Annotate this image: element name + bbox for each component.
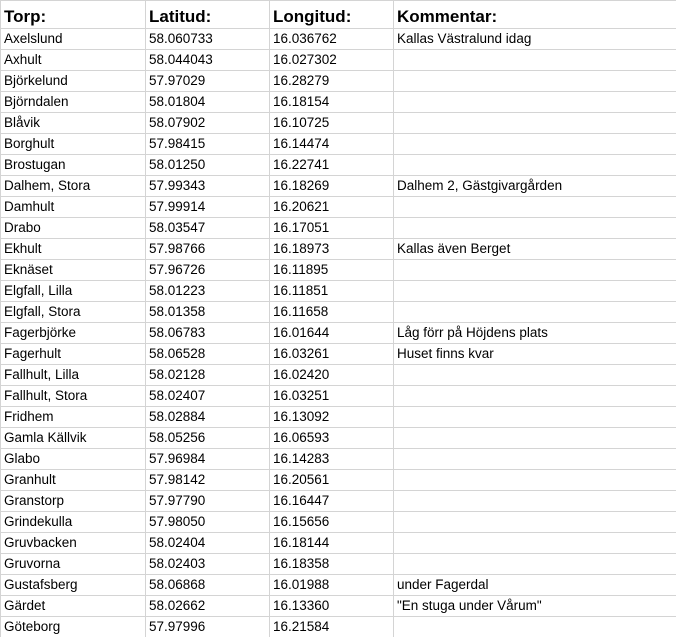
table-row [1,92,676,113]
table-row [1,155,676,176]
cell-longitud[interactable]: 16.18973 [270,239,394,260]
cell-torp[interactable]: Elgfall, Stora [1,302,146,323]
cell-latitud[interactable]: 58.02884 [146,407,270,428]
cell-latitud[interactable]: 58.03547 [146,218,270,239]
table-row [1,50,676,71]
cell-longitud[interactable]: 16.20561 [270,470,394,491]
cell-torp[interactable]: Fagerbjörke [1,323,146,344]
cell-latitud[interactable]: 57.97790 [146,491,270,512]
cell-latitud[interactable]: 57.97996 [146,617,270,637]
cell-kommentar[interactable] [394,281,676,302]
table-row [1,197,676,218]
cell-kommentar[interactable] [394,113,676,134]
cell-longitud[interactable]: 16.17051 [270,218,394,239]
cell-kommentar[interactable]: Dalhem 2, Gästgivargården [394,176,676,197]
cell-longitud[interactable]: 16.18144 [270,533,394,554]
cell-torp[interactable]: Gruvorna [1,554,146,575]
cell-kommentar[interactable] [394,617,676,637]
cell-latitud[interactable]: 57.97029 [146,71,270,92]
cell-latitud[interactable]: 58.01804 [146,92,270,113]
cell-latitud[interactable]: 58.06868 [146,575,270,596]
cell-kommentar[interactable] [394,50,676,71]
cell-longitud[interactable]: 16.03251 [270,386,394,407]
cell-kommentar[interactable]: "En stuga under Vårum" [394,596,676,617]
cell-kommentar[interactable] [394,407,676,428]
table-row [1,29,676,50]
cell-longitud[interactable]: 16.22741 [270,155,394,176]
cell-longitud[interactable]: 16.13092 [270,407,394,428]
cell-torp[interactable]: Eknäset [1,260,146,281]
table-row [1,491,676,512]
cell-torp[interactable]: Brostugan [1,155,146,176]
cell-latitud[interactable]: 58.06528 [146,344,270,365]
cell-longitud[interactable]: 16.20621 [270,197,394,218]
cell-torp[interactable]: Gärdet [1,596,146,617]
table-row [1,344,676,365]
cell-latitud[interactable]: 58.02128 [146,365,270,386]
cell-kommentar[interactable] [394,470,676,491]
cell-longitud[interactable]: 16.13360 [270,596,394,617]
cell-latitud[interactable]: 58.02407 [146,386,270,407]
cell-torp[interactable]: Fagerhult [1,344,146,365]
table-body [1,29,676,637]
cell-longitud[interactable]: 16.02420 [270,365,394,386]
cell-kommentar[interactable]: Huset finns kvar [394,344,676,365]
cell-longitud[interactable]: 16.21584 [270,617,394,637]
cell-latitud[interactable]: 58.01223 [146,281,270,302]
cell-kommentar[interactable]: Låg förr på Höjdens plats [394,323,676,344]
cell-latitud[interactable]: 57.96726 [146,260,270,281]
cell-kommentar[interactable]: under Fagerdal [394,575,676,596]
cell-latitud[interactable]: 58.07902 [146,113,270,134]
cell-longitud[interactable]: 16.03261 [270,344,394,365]
cell-torp[interactable]: Borghult [1,134,146,155]
cell-kommentar[interactable] [394,92,676,113]
cell-latitud[interactable]: 58.06783 [146,323,270,344]
table-row [1,176,676,197]
cell-longitud[interactable]: 16.11895 [270,260,394,281]
cell-torp[interactable]: Fallhult, Stora [1,386,146,407]
table-row [1,302,676,323]
cell-latitud[interactable]: 57.99343 [146,176,270,197]
cell-kommentar[interactable] [394,512,676,533]
cell-torp[interactable]: Granhult [1,470,146,491]
cell-longitud[interactable]: 16.18269 [270,176,394,197]
cell-latitud[interactable]: 57.99914 [146,197,270,218]
cell-torp[interactable]: Ekhult [1,239,146,260]
cell-longitud[interactable]: 16.28279 [270,71,394,92]
cell-kommentar[interactable] [394,428,676,449]
cell-latitud[interactable]: 57.96984 [146,449,270,470]
table-row [1,260,676,281]
cell-torp[interactable]: Björndalen [1,92,146,113]
cell-kommentar[interactable] [394,260,676,281]
cell-kommentar[interactable] [394,155,676,176]
cell-torp[interactable]: Göteborg [1,617,146,637]
cell-torp[interactable]: Granstorp [1,491,146,512]
cell-torp[interactable]: Glabo [1,449,146,470]
cell-kommentar[interactable] [394,449,676,470]
cell-torp[interactable]: Gruvbacken [1,533,146,554]
table-row [1,554,676,575]
cell-longitud[interactable]: 16.10725 [270,113,394,134]
cell-torp[interactable]: Blåvik [1,113,146,134]
cell-longitud[interactable]: 16.027302 [270,50,394,71]
header-cell-kommentar[interactable]: Kommentar: [394,1,676,29]
cell-longitud[interactable]: 16.036762 [270,29,394,50]
table-row [1,365,676,386]
cell-longitud[interactable]: 16.14474 [270,134,394,155]
cell-torp[interactable]: Grindekulla [1,512,146,533]
cell-torp[interactable]: Gamla Källvik [1,428,146,449]
cell-torp[interactable]: Axhult [1,50,146,71]
cell-kommentar[interactable] [394,491,676,512]
header-cell-longitud[interactable]: Longitud: [270,1,394,29]
table-row [1,470,676,491]
cell-torp[interactable]: Elgfall, Lilla [1,281,146,302]
cell-latitud[interactable]: 58.02403 [146,554,270,575]
table-row [1,575,676,596]
cell-kommentar[interactable] [394,386,676,407]
cell-latitud[interactable]: 58.02404 [146,533,270,554]
table-row [1,386,676,407]
table-row [1,617,676,637]
table-row [1,218,676,239]
cell-longitud[interactable]: 16.14283 [270,449,394,470]
cell-longitud[interactable]: 16.11658 [270,302,394,323]
table-row [1,134,676,155]
table-row [1,449,676,470]
cell-latitud[interactable]: 57.98050 [146,512,270,533]
table-row [1,113,676,134]
cell-longitud[interactable]: 16.16447 [270,491,394,512]
cell-latitud[interactable]: 58.05256 [146,428,270,449]
cell-torp[interactable]: Fridhem [1,407,146,428]
cell-torp[interactable]: Axelslund [1,29,146,50]
cell-longitud[interactable]: 16.18154 [270,92,394,113]
table-row [1,407,676,428]
cell-torp[interactable]: Fallhult, Lilla [1,365,146,386]
cell-torp[interactable]: Björkelund [1,71,146,92]
cell-latitud[interactable]: 58.01358 [146,302,270,323]
cell-latitud[interactable]: 58.060733 [146,29,270,50]
header-row [1,1,676,29]
cell-kommentar[interactable] [394,533,676,554]
cell-longitud[interactable]: 16.06593 [270,428,394,449]
cell-kommentar[interactable] [394,302,676,323]
cell-longitud[interactable]: 16.15656 [270,512,394,533]
table-row [1,596,676,617]
cell-kommentar[interactable] [394,134,676,155]
cell-kommentar[interactable]: Kallas även Berget [394,239,676,260]
cell-longitud[interactable]: 16.18358 [270,554,394,575]
table-row [1,71,676,92]
cell-kommentar[interactable] [394,218,676,239]
table-row [1,239,676,260]
cell-latitud[interactable]: 57.98415 [146,134,270,155]
cell-longitud[interactable]: 16.11851 [270,281,394,302]
table-row [1,533,676,554]
cell-torp[interactable]: Dalhem, Stora [1,176,146,197]
table-row [1,323,676,344]
cell-latitud[interactable]: 57.98766 [146,239,270,260]
cell-kommentar[interactable] [394,197,676,218]
cell-torp[interactable]: Gustafsberg [1,575,146,596]
cell-latitud[interactable]: 57.98142 [146,470,270,491]
cell-kommentar[interactable]: Kallas Västralund idag [394,29,676,50]
header-cell-torp[interactable]: Torp: [1,1,146,29]
header-cell-latitud[interactable]: Latitud: [146,1,270,29]
cell-torp[interactable]: Drabo [1,218,146,239]
cell-longitud[interactable]: 16.01988 [270,575,394,596]
cell-latitud[interactable]: 58.01250 [146,155,270,176]
cell-latitud[interactable]: 58.02662 [146,596,270,617]
cell-kommentar[interactable] [394,365,676,386]
table-row [1,428,676,449]
table-row [1,512,676,533]
cell-kommentar[interactable] [394,554,676,575]
table-row [1,281,676,302]
cell-kommentar[interactable] [394,71,676,92]
cell-longitud[interactable]: 16.01644 [270,323,394,344]
cell-torp[interactable]: Damhult [1,197,146,218]
cell-latitud[interactable]: 58.044043 [146,50,270,71]
